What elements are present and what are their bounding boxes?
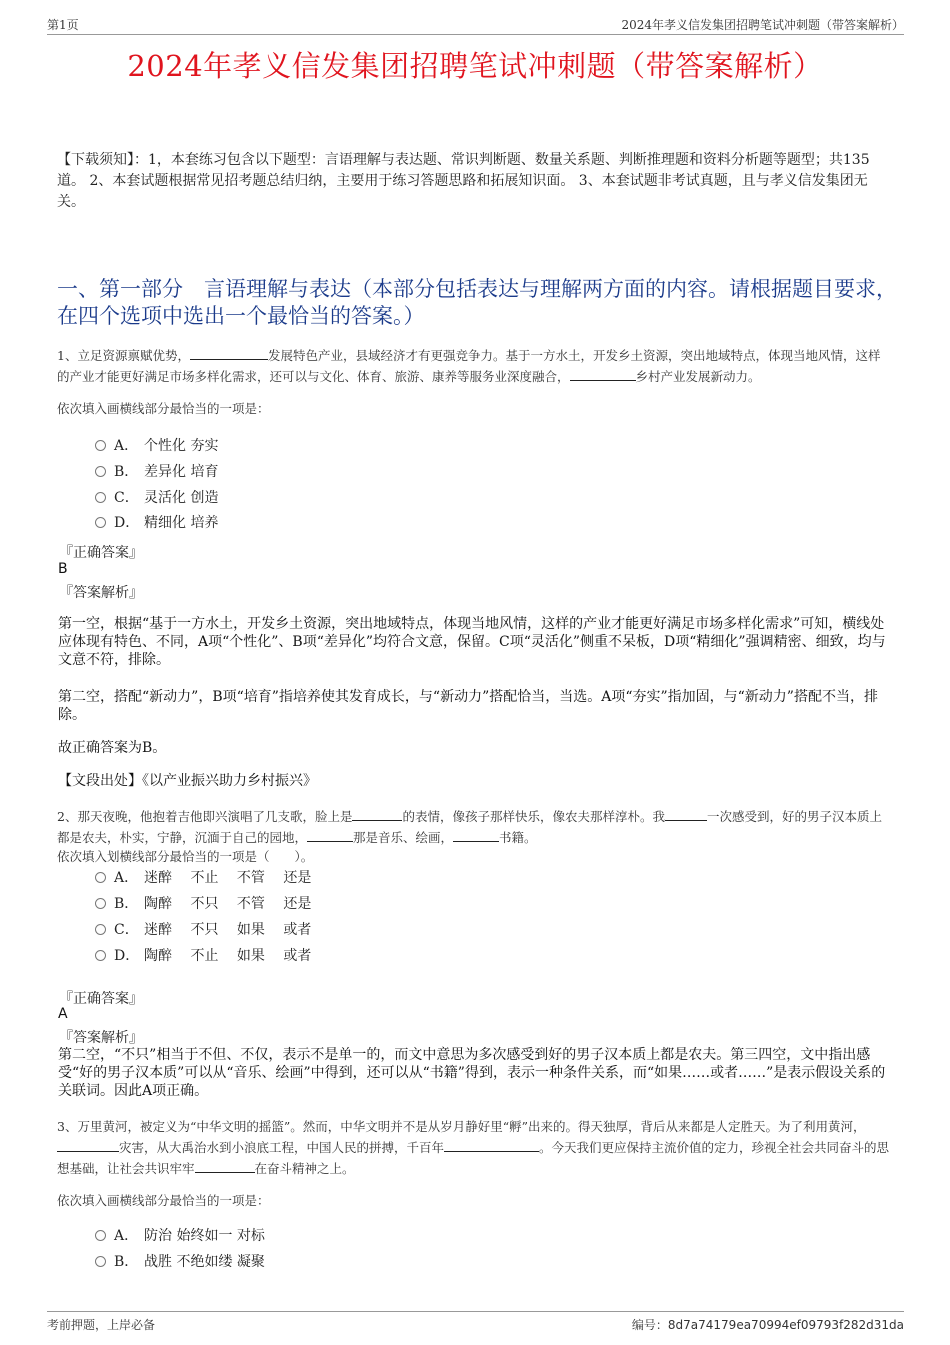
q1-option-a[interactable]: A． 个性化 夯实 <box>95 436 218 456</box>
section-title: 一、第一部分 言语理解与表达（本部分包括表达与理解两方面的内容。请根据题目要求，在四个选项中选出一个最恰当的答案。） <box>57 277 897 328</box>
q2-correct-label: 『正确答案』 <box>59 991 143 1007</box>
question-2-stem: 2、那天夜晚，他抱着吉他即兴演唱了几支歌，脸上是 的表情，像孩子那样快乐，像农夫那样淳朴。我 一次感受到，好的男子汉本质上都是农夫，朴实，宁静，沉湎于自己的园地， 那是音乐、绘画， 书籍。 <box>57 809 882 845</box>
q2-analysis-label: 『答案解析』 <box>59 1030 143 1046</box>
q2-option-c[interactable]: C． 迷醉 不只 如果 或者 <box>95 920 311 940</box>
page-footer <box>47 1311 904 1336</box>
radio-icon[interactable] <box>95 440 106 451</box>
radio-icon[interactable] <box>95 517 106 528</box>
page-header <box>47 14 904 35</box>
radio-icon[interactable] <box>95 924 106 935</box>
footer-code: 编号：8d7a74179ea70994ef09793f282d31da <box>631 1318 904 1332</box>
radio-icon[interactable] <box>95 466 106 477</box>
header-doc-title: 2024年孝义信发集团招聘笔试冲刺题（带答案解析） <box>621 18 904 32</box>
radio-icon[interactable] <box>95 872 106 883</box>
q1-analysis-p1: 第一空，根据“基于一方水土，开发乡土资源，突出地域特点，体现当地风情，这样的产业才能更好满足市场多样化需求”可知，横线处应体现有特色、不同，A项“个性化”、B项“差异化”均符合文意，保留。C项“灵活化”侧重不呆板，D项“精细化”强调精密、细致，均与文意不符，排除。 <box>58 616 886 668</box>
question-1-stem: 1、立足资源禀赋优势， 发展特色产业，县域经济才有更强竞争力。基于一方水土，开发乡土资源，突出地域特点，体现当地风情，这样的产业才能更好满足市场多样化需求，还可以与文化、体育、旅游、康养等服务业深度融合， 乡村产业发展新动力。 <box>57 348 881 384</box>
question-1-instruction: 依次填入画横线部分最恰当的一项是： <box>57 401 270 416</box>
question-2-instruction: 依次填入划横线部分最恰当的一项是（ ）。 <box>57 849 314 864</box>
q2-option-b[interactable]: B． 陶醉 不只 不管 还是 <box>95 894 311 914</box>
radio-icon[interactable] <box>95 1230 106 1241</box>
download-notice: 【下载须知】：1，本套练习包含以下题型：言语理解与表达题、常识判断题、数量关系题、判断推理题和资料分析题等题型；共135道。 2、本套试题根据常见招考题总结归纳，主要用于练习答题思路和拓展知识面。 3、本套试题非考试真题，且与孝义信发集团无关。 <box>57 152 870 210</box>
radio-icon[interactable] <box>95 950 106 961</box>
radio-icon[interactable] <box>95 898 106 909</box>
q1-analysis-label: 『答案解析』 <box>59 585 143 601</box>
doc-title: 2024年孝义信发集团招聘笔试冲刺题（带答案解析） <box>127 49 823 83</box>
q1-answer: B <box>58 561 68 577</box>
radio-icon[interactable] <box>95 492 106 503</box>
q2-answer: A <box>58 1006 68 1022</box>
page-number: 第1页 <box>47 18 79 32</box>
footer-slogan: 考前押题，上岸必备 <box>47 1318 156 1332</box>
q2-option-d[interactable]: D． 陶醉 不止 如果 或者 <box>95 946 311 966</box>
q1-analysis-p3: 故正确答案为B。 <box>58 740 167 756</box>
q1-option-d[interactable]: D． 精细化 培养 <box>95 513 218 533</box>
radio-icon[interactable] <box>95 1256 106 1267</box>
q2-option-a[interactable]: A． 迷醉 不止 不管 还是 <box>95 868 311 888</box>
question-3-stem: 3、万里黄河，被定义为“中华文明的摇篮”。然而，中华文明并不是从岁月静好里“孵”出来的。得天独厚，背后从来都是人定胜天。为了利用黄河，灾害，从大禹治水到小浪底工程，中国人民的拼搏，千百年 。今天我们更应保持主流价值的定力，珍视全社会共同奋斗的思想基础，让社会共识牢牢 在奋斗精神之上。 <box>57 1119 890 1176</box>
question-3-instruction: 依次填入画横线部分最恰当的一项是： <box>57 1193 270 1208</box>
q1-analysis-p2: 第二空，搭配“新动力”，B项“培育”指培养使其发育成长，与“新动力”搭配恰当，当选。A项“夯实”指加固，与“新动力”搭配不当，排除。 <box>58 689 878 723</box>
q1-option-c[interactable]: C． 灵活化 创造 <box>95 488 218 508</box>
q1-option-b[interactable]: B． 差异化 培育 <box>95 462 218 482</box>
q2-analysis: 第二空，“不只”相当于不但、不仅，表示不是单一的，而文中意思为多次感受到好的男子汉本质上都是农夫。第三四空，文中指出感受“好的男子汉本质”可以从“音乐、绘画”中得到，还可以从“书籍”得到，表示一种条件关系，而“如果……或者……”是表示假设关系的关联词。因此A项正确。 <box>58 1047 886 1099</box>
q1-source: 【文段出处】《以产业振兴助力乡村振兴》 <box>58 773 317 789</box>
q3-option-b[interactable]: B． 战胜 不绝如缕 凝聚 <box>95 1252 265 1272</box>
q1-correct-label: 『正确答案』 <box>59 545 143 561</box>
q3-option-a[interactable]: A． 防治 始终如一 对标 <box>95 1226 265 1246</box>
